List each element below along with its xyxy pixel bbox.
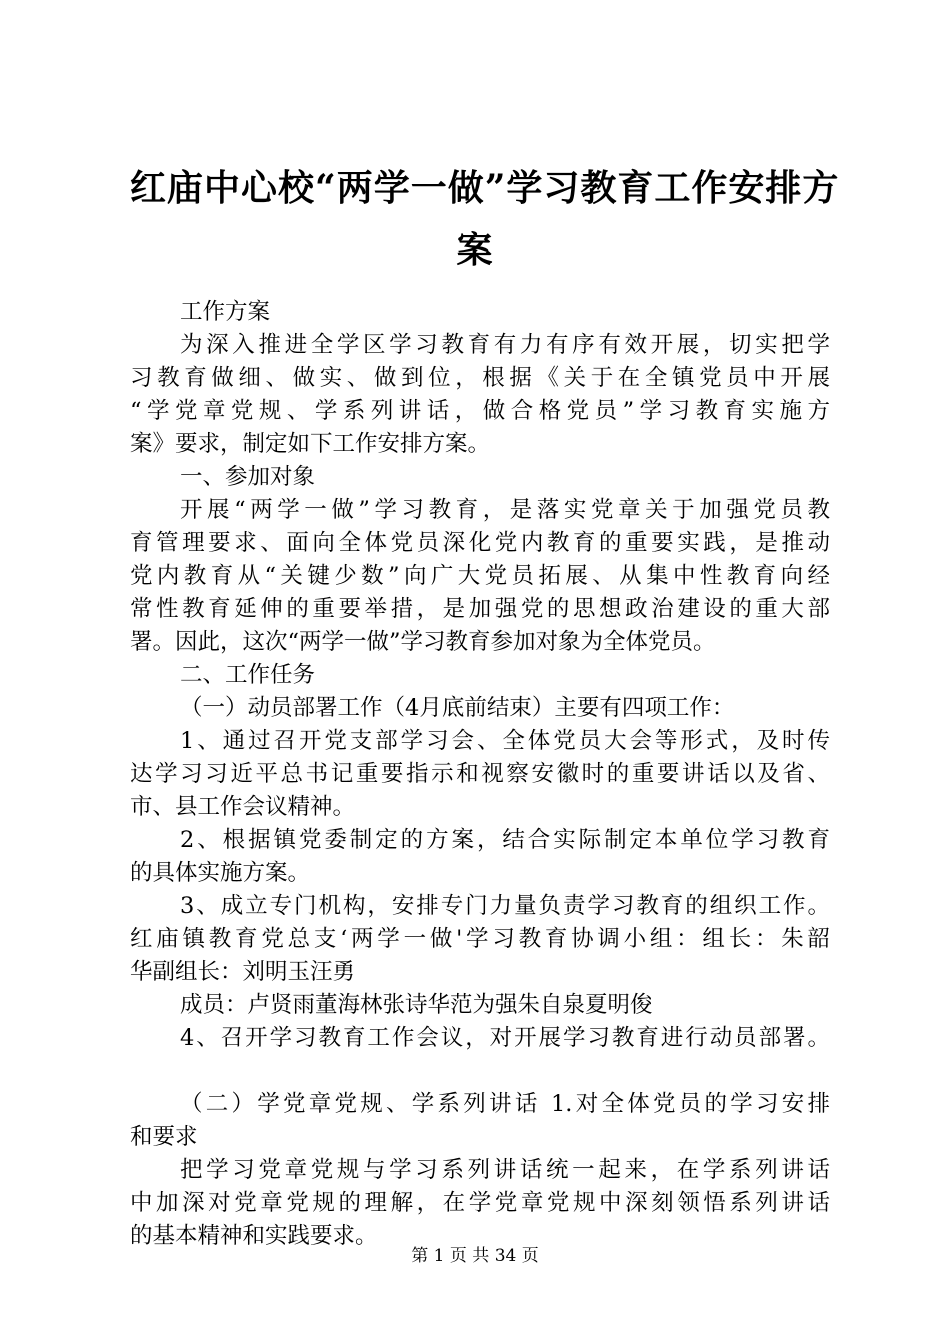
- paragraph-line: 习教育做细、做实、做到位，根据《关于在全镇党员中开展: [130, 365, 830, 391]
- paragraph-line: 案》要求，制定如下工作安排方案。: [130, 431, 491, 457]
- paragraph-line: 4、召开学习教育工作会议，对开展学习教育进行动员部署。: [180, 1025, 830, 1051]
- paragraph-line: 红庙镇教育党总支‘两学一做'学习教育协调小组：组长：朱韶: [130, 926, 830, 952]
- section-heading: 工作方案: [180, 299, 271, 325]
- paragraph-line: 和要求: [130, 1124, 198, 1150]
- blank-line: [130, 1055, 830, 1088]
- paragraph-line: 育管理要求、面向全体党员深化党内教育的重要实践，是推动: [130, 530, 830, 556]
- section-heading: 二、工作任务: [180, 662, 316, 688]
- paragraph-line: 成员：卢贤雨董海林张诗华范为强朱自泉夏明俊: [180, 992, 653, 1018]
- paragraph-line: 的具体实施方案。: [130, 860, 311, 886]
- paragraph-line: 1、通过召开党支部学习会、全体党员大会等形式，及时传: [180, 728, 830, 754]
- subsection-heading: （二）学党章党规、学系列讲话 1.对全体党员的学习安排: [180, 1091, 830, 1117]
- paragraph-line: 华副组长：刘明玉汪勇: [130, 959, 356, 985]
- document-title-line-2: 案: [456, 229, 494, 271]
- subsection-heading: （一）动员部署工作（4月底前结束）主要有四项工作：: [180, 695, 735, 721]
- paragraph-line: 党内教育从“关键少数”向广大党员拓展、从集中性教育向经: [130, 563, 830, 589]
- paragraph-line: 2、根据镇党委制定的方案，结合实际制定本单位学习教育: [180, 827, 830, 853]
- paragraph-line: 市、县工作会议精神。: [130, 794, 356, 820]
- paragraph-line: 的基本精神和实践要求。: [130, 1223, 378, 1249]
- document-title-line-1: 红庙中心校“两学一做”学习教育工作安排方: [130, 167, 840, 209]
- document-body: [130, 296, 830, 1253]
- paragraph-line: 中加深对党章党规的理解，在学党章党规中深刻领悟系列讲话: [130, 1190, 830, 1216]
- paragraph-line: 达学习习近平总书记重要指示和视察安徽时的重要讲话以及省、: [130, 761, 830, 787]
- paragraph-line: “学党章党规、学系列讲话，做合格党员”学习教育实施方: [130, 398, 830, 424]
- page-number-footer: 第 1 页 共 34 页: [411, 1246, 539, 1266]
- paragraph-line: 开展“两学一做”学习教育，是落实党章关于加强党员教: [180, 497, 830, 523]
- paragraph-line: 常性教育延伸的重要举措，是加强党的思想政治建设的重大部: [130, 596, 830, 622]
- paragraph-line: 署。因此，这次“两学一做”学习教育参加对象为全体党员。: [130, 629, 716, 655]
- section-heading: 一、参加对象: [180, 464, 316, 490]
- paragraph-line: 把学习党章党规与学习系列讲话统一起来，在学系列讲话: [180, 1157, 830, 1183]
- paragraph-line: 为深入推进全学区学习教育有力有序有效开展，切实把学: [180, 332, 830, 358]
- paragraph-line: 3、成立专门机构，安排专门力量负责学习教育的组织工作。: [180, 893, 830, 919]
